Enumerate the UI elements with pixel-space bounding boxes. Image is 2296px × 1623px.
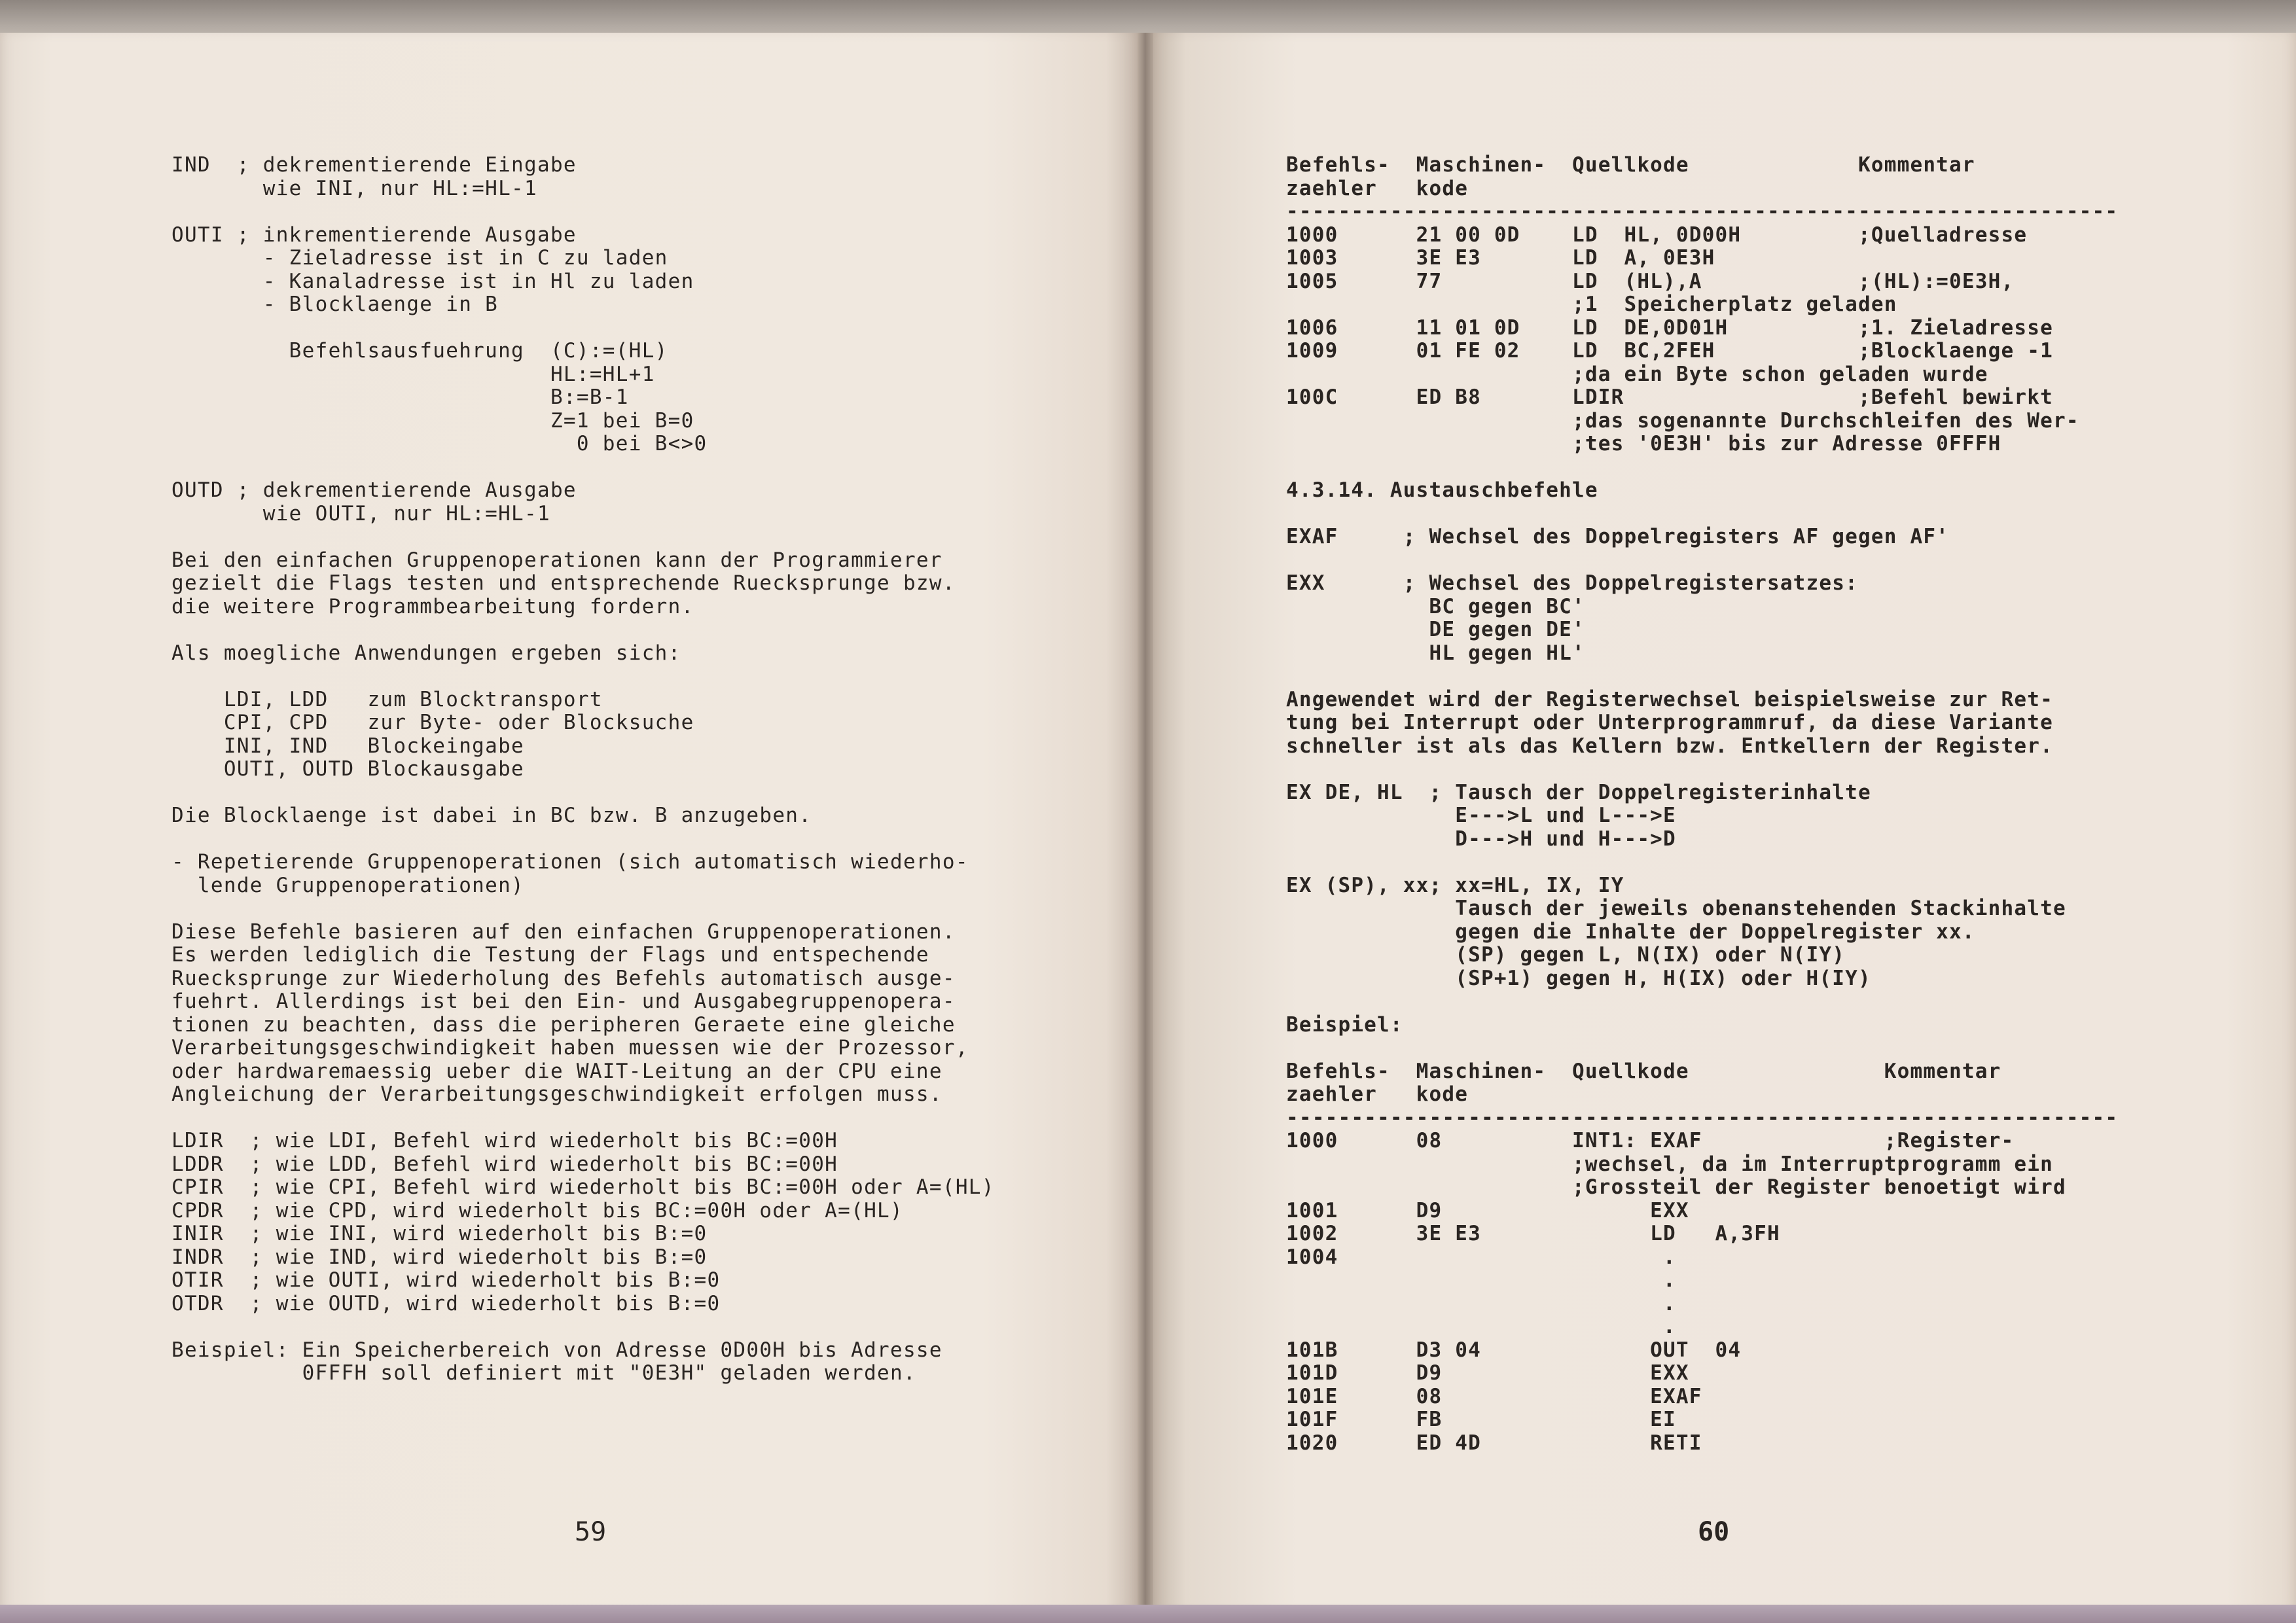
blank-line (171, 317, 995, 340)
text-line: INIR ; wie INI, wird wiederholt bis B:=0 (171, 1222, 708, 1245)
text-line: B:=B-1 (171, 385, 629, 409)
text-line: HL gegen HL' (1286, 641, 1585, 665)
text-line: ;da ein Byte schon geladen wurde (1286, 362, 1988, 386)
text-line: 4.3.14. Austauschbefehle (1286, 478, 1598, 502)
blank-line (171, 897, 995, 921)
text-line: Es werden lediglich die Testung der Flags und entspechende (171, 943, 929, 967)
blank-line (171, 665, 995, 688)
blank-line (1286, 456, 2118, 480)
blank-line (171, 781, 995, 805)
text-line: 1009 01 FE 02 LD BC,2FEH ;Blocklaenge -1 (1286, 339, 2053, 363)
blank-line (171, 456, 995, 480)
text-line: CPIR ; wie CPI, Befehl wird wiederholt bis BC:=00H oder A=(HL) (171, 1175, 995, 1199)
text-line: lende Gruppenoperationen) (171, 873, 525, 897)
page-number-right: 60 (1698, 1517, 1730, 1547)
text-line: wie INI, nur HL:=HL-1 (171, 176, 537, 200)
text-line: 0 bei B<>0 (171, 432, 708, 455)
text-line: oder hardwaremaessig ueber die WAIT-Leitung an der CPU eine (171, 1059, 942, 1083)
text-line: ;1 Speicherplatz geladen (1286, 293, 1897, 316)
blank-line (171, 1315, 995, 1339)
text-line: 1003 3E E3 LD A, 0E3H (1286, 246, 1715, 270)
text-line: ;tes '0E3H' bis zur Adresse 0FFFH (1286, 432, 2001, 455)
blank-line (1286, 503, 2118, 526)
text-line: Die Blocklaenge ist dabei in BC bzw. B anzugeben. (171, 804, 812, 827)
text-line: (SP+1) gegen H, H(IX) oder H(IY) (1286, 966, 1871, 990)
blank-line (171, 200, 995, 224)
text-line: D--->H und H--->D (1286, 827, 1676, 851)
text-line: Beispiel: (1286, 1012, 1403, 1037)
right-page (1153, 33, 2296, 1623)
text-line: . (1286, 1268, 1676, 1292)
text-line: EX DE, HL ; Tausch der Doppelregisterinhalte (1286, 780, 1871, 804)
text-line: 1005 77 LD (HL),A ;(HL):=0E3H, (1286, 269, 2015, 293)
text-line: 101B D3 04 OUT 04 (1286, 1338, 1742, 1362)
text-line: schneller ist als das Kellern bzw. Entkellern der Register. (1286, 734, 2053, 758)
text-line: 100C ED B8 LDIR ;Befehl bewirkt (1286, 385, 2053, 409)
text-line: OUTI, OUTD Blockausgabe (171, 757, 525, 781)
text-line: ;Grossteil der Register benoetigt wird (1286, 1175, 2066, 1199)
blank-line (1286, 758, 2118, 781)
text-line: EX (SP), xx; xx=HL, IX, IY (1286, 873, 1624, 897)
text-line: tionen zu beachten, dass die peripheren Geraete eine gleiche (171, 1012, 956, 1037)
text-line: ---------------------------------------------------------------- (1286, 200, 2119, 223)
text-line: INDR ; wie IND, wird wiederholt bis B:=0 (171, 1245, 708, 1269)
text-line: OUTI ; inkrementierende Ausgabe (171, 223, 577, 247)
text-line: EXX ; Wechsel des Doppelregistersatzes: (1286, 571, 1858, 595)
blank-line (171, 1107, 995, 1130)
text-line: ---------------------------------------------------------------- (1286, 1105, 2119, 1130)
text-line: . (1286, 1291, 1676, 1315)
text-line: 101F FB EI (1286, 1408, 1676, 1431)
text-line: OUTD ; dekrementierende Ausgabe (171, 478, 577, 502)
text-line: ;das sogenannte Durchschleifen des Wer- (1286, 408, 2079, 433)
text-line: 1000 08 INT1: EXAF ;Register- (1286, 1129, 2015, 1152)
bottom-edge (0, 1605, 2296, 1623)
text-line: Angleichung der Verarbeitungsgeschwindigkeit erfolgen muss. (171, 1082, 942, 1106)
text-line: Als moegliche Anwendungen ergeben sich: (171, 641, 681, 665)
text-line: (SP) gegen L, N(IX) oder N(IY) (1286, 943, 1846, 967)
text-line: 1004 . (1286, 1245, 1676, 1269)
text-line: BC gegen BC' (1286, 594, 1585, 618)
text-line: 101E 08 EXAF (1286, 1384, 1702, 1408)
text-line: zaehler kode (1286, 1082, 1469, 1106)
text-line: CPI, CPD zur Byte- oder Blocksuche (171, 711, 694, 734)
text-line: CPDR ; wie CPD, wird wiederholt bis BC:=00H oder A=(HL) (171, 1198, 903, 1222)
text-line: E--->L und L--->E (1286, 804, 1676, 827)
text-line: HL:=HL+1 (171, 362, 655, 386)
text-line: gegen die Inhalte der Doppelregister xx. (1286, 919, 1975, 944)
text-line: - Zieladresse ist in C zu laden (171, 246, 668, 270)
book-gutter (1138, 33, 1153, 1623)
text-line: OTIR ; wie OUTI, wird wiederholt bis B:=0 (171, 1268, 721, 1292)
text-line: 0FFFH soll definiert mit "0E3H" geladen werden. (171, 1361, 916, 1385)
text-line: fuehrt. Allerdings ist bei den Ein- und Ausgabegruppenopera- (171, 990, 956, 1013)
text-line: Bei den einfachen Gruppenoperationen kann der Programmierer (171, 548, 942, 572)
text-line: 101D D9 EXX (1286, 1361, 1689, 1385)
text-line: 1006 11 01 0D LD DE,0D01H ;1. Zieladresse (1286, 315, 2053, 340)
text-line: - Kanaladresse ist in Hl zu laden (171, 269, 694, 293)
blank-line (1286, 990, 2118, 1014)
text-line: 1001 D9 EXX (1286, 1198, 1689, 1222)
left-page (0, 33, 1138, 1623)
text-line: wie OUTI, nur HL:=HL-1 (171, 501, 550, 526)
blank-line (1286, 665, 2118, 688)
text-line: IND ; dekrementierende Eingabe (171, 153, 577, 177)
text-line: LDI, LDD zum Blocktransport (171, 687, 603, 711)
text-line: LDIR ; wie LDI, Befehl wird wiederholt bis BC:=00H (171, 1129, 838, 1152)
text-line: tung bei Interrupt oder Unterprogrammruf, da diese Variante (1286, 711, 2053, 734)
blank-line (1286, 1037, 2118, 1060)
text-line: Ruecksprunge zur Wiederholung des Befehls automatisch ausge- (171, 966, 956, 990)
text-line: - Blocklaenge in B (171, 293, 499, 316)
text-line: ;wechsel, da im Interruptprogramm ein (1286, 1152, 2053, 1176)
text-line: Angewendet wird der Registerwechsel beispielsweise zur Ret- (1286, 687, 2053, 711)
text-line: Befehls- Maschinen- Quellkode Kommentar (1286, 1059, 2001, 1083)
text-line: Beispiel: Ein Speicherbereich von Adresse 0D00H bis Adresse (171, 1338, 942, 1362)
left-page-text (171, 154, 995, 1385)
text-line: OTDR ; wie OUTD, wird wiederholt bis B:=0 (171, 1291, 721, 1315)
text-line: Tausch der jeweils obenanstehenden Stackinhalte (1286, 897, 2066, 920)
blank-line (1286, 851, 2118, 874)
text-line: EXAF ; Wechsel des Doppelregisters AF gegen AF' (1286, 525, 1950, 548)
blank-line (171, 526, 995, 549)
text-line: INI, IND Blockeingabe (171, 734, 525, 758)
text-line: DE gegen DE' (1286, 618, 1585, 641)
text-line: zaehler kode (1286, 176, 1469, 200)
right-page-text (1286, 154, 2118, 1455)
text-line: . (1286, 1315, 1676, 1338)
text-line: die weitere Programmbearbeitung fordern. (171, 594, 694, 618)
text-line: Z=1 bei B=0 (171, 408, 694, 433)
blank-line (171, 828, 995, 851)
blank-line (171, 618, 995, 642)
text-line: 1000 21 00 0D LD HL, 0D00H ;Quelladresse (1286, 223, 2028, 247)
page-number-left: 59 (575, 1517, 607, 1547)
text-line: Befehls- Maschinen- Quellkode Kommentar (1286, 153, 1975, 177)
text-line: - Repetierende Gruppenoperationen (sich automatisch wiederho- (171, 850, 969, 874)
text-line: Diese Befehle basieren auf den einfachen Gruppenoperationen. (171, 919, 956, 944)
text-line: gezielt die Flags testen und entsprechende Ruecksprunge bzw. (171, 571, 956, 595)
text-line: LDDR ; wie LDD, Befehl wird wiederholt bis BC:=00H (171, 1152, 838, 1176)
text-line: 1002 3E E3 LD A,3FH (1286, 1222, 1780, 1245)
text-line: Verarbeitungsgeschwindigkeit haben muessen wie der Prozessor, (171, 1036, 969, 1060)
blank-line (1286, 549, 2118, 573)
text-line: Befehlsausfuehrung (C):=(HL) (171, 339, 668, 363)
text-line: 1020 ED 4D RETI (1286, 1431, 1702, 1455)
